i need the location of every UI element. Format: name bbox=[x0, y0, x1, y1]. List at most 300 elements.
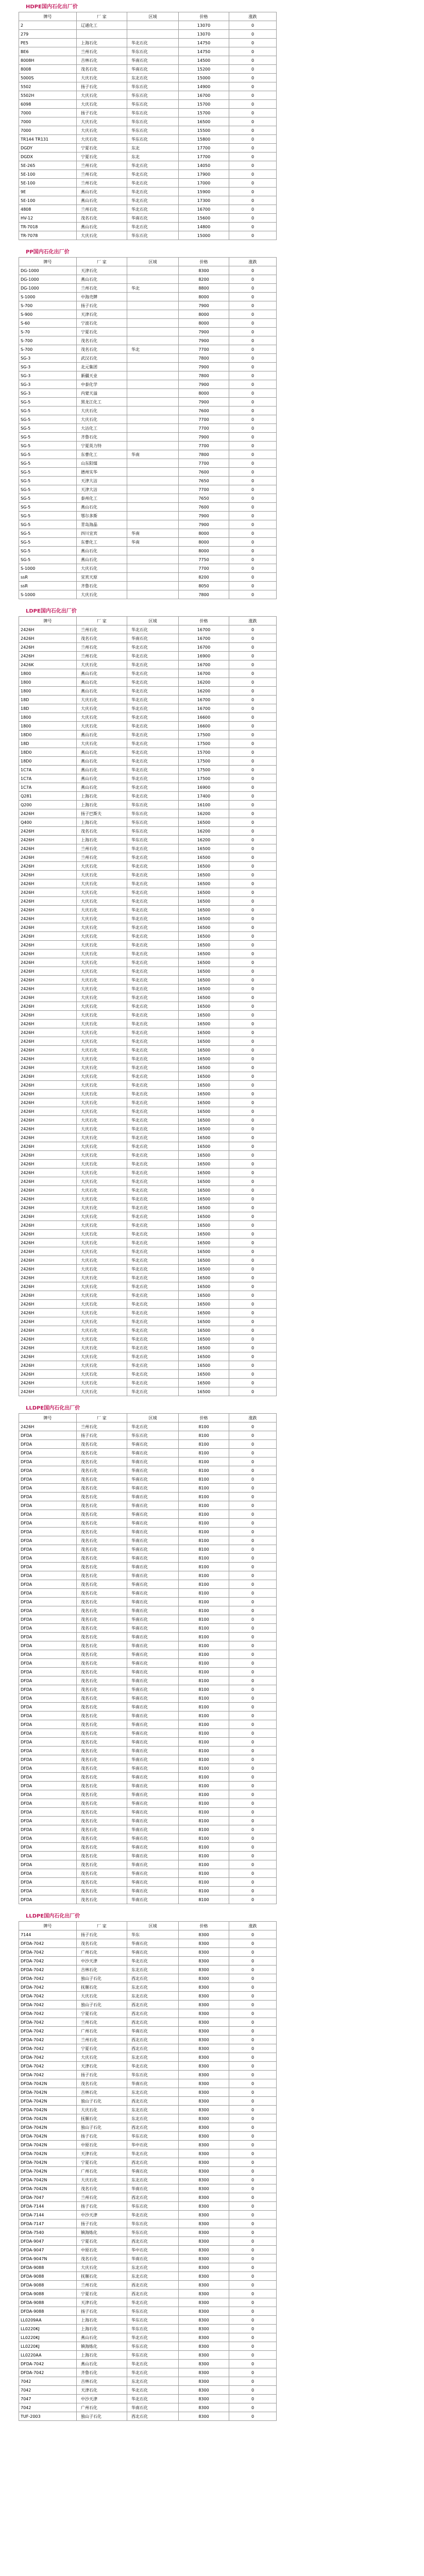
model-cell: 2426H bbox=[19, 1116, 77, 1125]
change-cell: 0 bbox=[229, 65, 277, 74]
change-cell: 0 bbox=[229, 56, 277, 65]
price-cell: 16500 bbox=[179, 914, 229, 923]
region-cell: 华东石化 bbox=[127, 2325, 179, 2333]
table-row bbox=[19, 520, 277, 529]
price-cell: 8300 bbox=[179, 266, 229, 275]
change-cell: 0 bbox=[229, 1300, 277, 1309]
price-section bbox=[19, 2, 276, 240]
manufacturer-cell: 大庆石化 bbox=[77, 985, 127, 993]
model-cell: 2426H bbox=[19, 1309, 77, 1317]
price-cell: 7700 bbox=[179, 345, 229, 354]
region-cell: 华北石化 bbox=[127, 1020, 179, 1028]
manufacturer-cell: 天津石化 bbox=[77, 2298, 127, 2307]
table-row bbox=[19, 1633, 277, 1641]
price-cell: 16500 bbox=[179, 1055, 229, 1063]
price-cell: 7700 bbox=[179, 564, 229, 573]
price-cell: 8100 bbox=[179, 1422, 229, 1431]
price-cell: 8100 bbox=[179, 1528, 229, 1536]
region-cell: 华南石化 bbox=[127, 2403, 179, 2412]
price-cell: 8100 bbox=[179, 1729, 229, 1738]
manufacturer-cell: 兰州石化 bbox=[77, 2018, 127, 2027]
table-row bbox=[19, 958, 277, 967]
region-cell: 西北石化 bbox=[127, 2290, 179, 2298]
change-cell: 0 bbox=[229, 1370, 277, 1379]
table-row bbox=[19, 1764, 277, 1773]
model-cell: DFDA-9088 bbox=[19, 2263, 77, 2272]
price-cell: 16500 bbox=[179, 862, 229, 871]
table-row bbox=[19, 485, 277, 494]
model-cell: DFDA-7042N bbox=[19, 2176, 77, 2184]
region-cell: 西北石化 bbox=[127, 2044, 179, 2053]
region-cell bbox=[127, 520, 179, 529]
table-row bbox=[19, 1843, 277, 1852]
change-cell: 0 bbox=[229, 1195, 277, 1204]
region-cell: 华北石化 bbox=[127, 669, 179, 678]
price-cell: 15500 bbox=[179, 126, 229, 135]
region-cell: 华南石化 bbox=[127, 1860, 179, 1869]
table-row bbox=[19, 1668, 277, 1676]
price-cell: 8100 bbox=[179, 1843, 229, 1852]
table-row bbox=[19, 1090, 277, 1098]
change-cell: 0 bbox=[229, 1869, 277, 1878]
price-cell: 8100 bbox=[179, 1536, 229, 1545]
region-cell: 华北石化 bbox=[127, 722, 179, 731]
table-row bbox=[19, 30, 277, 39]
change-cell: 0 bbox=[229, 2097, 277, 2106]
manufacturer-cell: 抚顺石化 bbox=[77, 2272, 127, 2281]
change-cell: 0 bbox=[229, 1755, 277, 1764]
manufacturer-cell: 茂名石化 bbox=[77, 1484, 127, 1493]
manufacturer-cell: 大庆石化 bbox=[77, 1133, 127, 1142]
model-cell: SG-3 bbox=[19, 363, 77, 371]
model-cell: SG-5 bbox=[19, 415, 77, 424]
region-cell: 华南石化 bbox=[127, 56, 179, 65]
change-cell: 0 bbox=[229, 1773, 277, 1782]
manufacturer-cell: 大庆石化 bbox=[77, 739, 127, 748]
table-row bbox=[19, 1930, 277, 1939]
price-cell: 17500 bbox=[179, 757, 229, 766]
change-cell: 0 bbox=[229, 144, 277, 152]
model-cell: 2426H bbox=[19, 1370, 77, 1379]
region-cell: 华东石化 bbox=[127, 109, 179, 117]
model-cell: DGDY bbox=[19, 144, 77, 152]
change-cell: 0 bbox=[229, 1633, 277, 1641]
manufacturer-cell: 大庆石化 bbox=[77, 888, 127, 897]
region-cell bbox=[127, 494, 179, 503]
price-table bbox=[19, 257, 277, 599]
table-row bbox=[19, 363, 277, 371]
table-row bbox=[19, 853, 277, 862]
table-row bbox=[19, 1528, 277, 1536]
table-row bbox=[19, 433, 277, 442]
model-cell: 2426H bbox=[19, 1072, 77, 1081]
change-cell: 0 bbox=[229, 678, 277, 687]
manufacturer-cell: 茂名石化 bbox=[77, 1817, 127, 1825]
manufacturer-cell: 大庆石化 bbox=[77, 415, 127, 424]
table-header-row bbox=[19, 617, 277, 625]
model-cell: 279 bbox=[19, 30, 77, 39]
region-cell bbox=[127, 21, 179, 30]
model-cell: 2426H bbox=[19, 1247, 77, 1256]
model-cell: DFDA-7042N bbox=[19, 2158, 77, 2167]
manufacturer-cell: 扬子石化 bbox=[77, 2132, 127, 2141]
change-cell: 0 bbox=[229, 774, 277, 783]
table-row bbox=[19, 625, 277, 634]
price-cell: 16500 bbox=[179, 1011, 229, 1020]
change-cell: 0 bbox=[229, 1992, 277, 2001]
manufacturer-cell: 茂名石化 bbox=[77, 1606, 127, 1615]
manufacturer-cell: 中原石化 bbox=[77, 2141, 127, 2149]
change-cell: 0 bbox=[229, 976, 277, 985]
model-cell: S-1000 bbox=[19, 564, 77, 573]
change-cell: 0 bbox=[229, 1177, 277, 1186]
model-cell: DFDA-7042 bbox=[19, 2036, 77, 2044]
model-cell: S-1000 bbox=[19, 590, 77, 599]
change-cell: 0 bbox=[229, 1449, 277, 1458]
table-row bbox=[19, 1641, 277, 1650]
model-cell: DFDA-7042 bbox=[19, 2360, 77, 2368]
change-cell: 0 bbox=[229, 161, 277, 170]
table-row bbox=[19, 844, 277, 853]
manufacturer-cell: 大庆石化 bbox=[77, 74, 127, 82]
change-cell: 0 bbox=[229, 1930, 277, 1939]
table-row bbox=[19, 590, 277, 599]
change-cell: 0 bbox=[229, 766, 277, 774]
region-header: 区域 bbox=[127, 1414, 179, 1422]
change-cell: 0 bbox=[229, 704, 277, 713]
table-row bbox=[19, 2281, 277, 2290]
manufacturer-cell: 上海石化 bbox=[77, 2351, 127, 2360]
change-cell: 0 bbox=[229, 1265, 277, 1274]
price-cell: 16500 bbox=[179, 1274, 229, 1282]
manufacturer-cell: 天津石化 bbox=[77, 310, 127, 319]
manufacturer-cell: 兰州石化 bbox=[77, 170, 127, 179]
price-cell: 7900 bbox=[179, 380, 229, 389]
model-cell: DFDA-7042N bbox=[19, 2167, 77, 2176]
region-cell: 华北石化 bbox=[127, 1072, 179, 1081]
change-cell: 0 bbox=[229, 1747, 277, 1755]
manufacturer-cell: 大庆石化 bbox=[77, 950, 127, 958]
change-cell: 0 bbox=[229, 91, 277, 100]
change-cell: 0 bbox=[229, 424, 277, 433]
manufacturer-cell: 兰州石化 bbox=[77, 1422, 127, 1431]
price-cell: 8050 bbox=[179, 582, 229, 590]
change-cell: 0 bbox=[229, 170, 277, 179]
change-cell: 0 bbox=[229, 792, 277, 801]
region-cell: 华东石化 bbox=[127, 2307, 179, 2316]
change-cell: 0 bbox=[229, 1063, 277, 1072]
change-cell: 0 bbox=[229, 748, 277, 757]
region-cell bbox=[127, 485, 179, 494]
model-cell: 2426H bbox=[19, 967, 77, 976]
table-row bbox=[19, 1344, 277, 1352]
price-cell: 7800 bbox=[179, 450, 229, 459]
change-cell: 0 bbox=[229, 985, 277, 993]
region-cell bbox=[127, 442, 179, 450]
price-cell: 16700 bbox=[179, 205, 229, 214]
change-cell: 0 bbox=[229, 1615, 277, 1624]
table-row bbox=[19, 450, 277, 459]
manufacturer-cell: 茂名石化 bbox=[77, 214, 127, 223]
table-row bbox=[19, 1571, 277, 1580]
manufacturer-cell: 兰州石化 bbox=[77, 625, 127, 634]
model-cell: DFDA-9088 bbox=[19, 2298, 77, 2307]
region-cell bbox=[127, 573, 179, 582]
model-cell: DFDA-7144 bbox=[19, 2202, 77, 2211]
manufacturer-cell: 茂名石化 bbox=[77, 1895, 127, 1904]
table-row bbox=[19, 2255, 277, 2263]
model-cell: DFDA bbox=[19, 1694, 77, 1703]
change-cell: 0 bbox=[229, 275, 277, 284]
table-row bbox=[19, 2412, 277, 2421]
manufacturer-cell: 中海壳牌 bbox=[77, 293, 127, 301]
model-cell: DFDA bbox=[19, 1834, 77, 1843]
model-cell: DFDA bbox=[19, 1703, 77, 1711]
model-cell: LL0209AA bbox=[19, 2316, 77, 2325]
model-cell: S-700 bbox=[19, 301, 77, 310]
region-cell: 华北石化 bbox=[127, 1247, 179, 1256]
region-cell: 华南石化 bbox=[127, 1895, 179, 1904]
manufacturer-cell: 茂名石化 bbox=[77, 1720, 127, 1729]
table-row bbox=[19, 1860, 277, 1869]
manufacturer-cell: 大庆石化 bbox=[77, 1098, 127, 1107]
region-cell: 华南石化 bbox=[127, 1755, 179, 1764]
change-cell: 0 bbox=[229, 152, 277, 161]
table-row bbox=[19, 389, 277, 398]
change-cell: 0 bbox=[229, 1519, 277, 1528]
region-cell: 华南石化 bbox=[127, 1633, 179, 1641]
region-cell: 东北石化 bbox=[127, 2088, 179, 2097]
region-cell: 华南石化 bbox=[127, 1773, 179, 1782]
region-cell: 华南石化 bbox=[127, 1720, 179, 1729]
price-section bbox=[19, 606, 276, 1396]
section-title: LLDPE国内石化出厂价 bbox=[26, 1405, 80, 1411]
price-cell: 16500 bbox=[179, 1020, 229, 1028]
manufacturer-cell: 大庆石化 bbox=[77, 722, 127, 731]
table-row bbox=[19, 310, 277, 319]
change-cell: 0 bbox=[229, 1326, 277, 1335]
region-cell: 华北石化 bbox=[127, 2298, 179, 2307]
region-cell bbox=[127, 389, 179, 398]
change-cell: 0 bbox=[229, 1703, 277, 1711]
model-cell: 2426H bbox=[19, 879, 77, 888]
model-cell: DFDA bbox=[19, 1659, 77, 1668]
table-row bbox=[19, 170, 277, 179]
table-row bbox=[19, 1361, 277, 1370]
model-cell: 1800 bbox=[19, 687, 77, 696]
table-row bbox=[19, 1335, 277, 1344]
table-row bbox=[19, 1825, 277, 1834]
table-row bbox=[19, 722, 277, 731]
manufacturer-cell: 茂名石化 bbox=[77, 1633, 127, 1641]
region-cell: 华南石化 bbox=[127, 1589, 179, 1598]
manufacturer-cell: 独山子石化 bbox=[77, 2123, 127, 2132]
manufacturer-header: 厂 家 bbox=[77, 1414, 127, 1422]
model-cell: DFDA bbox=[19, 1458, 77, 1466]
table-row bbox=[19, 2290, 277, 2298]
manufacturer-cell: 大庆石化 bbox=[77, 1352, 127, 1361]
model-cell: SG-5 bbox=[19, 459, 77, 468]
price-cell: 7900 bbox=[179, 336, 229, 345]
table-row bbox=[19, 2386, 277, 2395]
manufacturer-cell: 宁夏石化 bbox=[77, 2290, 127, 2298]
change-cell: 0 bbox=[229, 1230, 277, 1239]
price-cell: 15900 bbox=[179, 188, 229, 196]
change-cell: 0 bbox=[229, 871, 277, 879]
model-cell: DFDA bbox=[19, 1484, 77, 1493]
region-cell: 华北石化 bbox=[127, 941, 179, 950]
change-cell: 0 bbox=[229, 1484, 277, 1493]
manufacturer-cell: 扬子石化 bbox=[77, 2202, 127, 2211]
region-cell: 华北石化 bbox=[127, 976, 179, 985]
change-cell: 0 bbox=[229, 1431, 277, 1440]
model-cell: TR144 TR131 bbox=[19, 135, 77, 144]
manufacturer-cell: 大庆石化 bbox=[77, 1055, 127, 1063]
change-cell: 0 bbox=[229, 2342, 277, 2351]
price-cell: 8300 bbox=[179, 2281, 229, 2290]
region-cell bbox=[127, 398, 179, 406]
price-cell: 8000 bbox=[179, 310, 229, 319]
region-cell: 华东石化 bbox=[127, 2202, 179, 2211]
price-cell: 7900 bbox=[179, 520, 229, 529]
region-cell: 华北石化 bbox=[127, 687, 179, 696]
manufacturer-cell: 茂名石化 bbox=[77, 1860, 127, 1869]
manufacturer-cell: 茂名石化 bbox=[77, 2255, 127, 2263]
change-cell: 0 bbox=[229, 30, 277, 39]
table-row bbox=[19, 319, 277, 328]
price-cell: 17500 bbox=[179, 774, 229, 783]
price-cell: 8300 bbox=[179, 1992, 229, 2001]
price-cell: 7600 bbox=[179, 468, 229, 477]
model-cell: 9E bbox=[19, 188, 77, 196]
price-cell: 7800 bbox=[179, 354, 229, 363]
change-cell: 0 bbox=[229, 1186, 277, 1195]
price-cell: 8000 bbox=[179, 319, 229, 328]
region-cell: 西北石化 bbox=[127, 2158, 179, 2167]
manufacturer-cell: 茂名石化 bbox=[77, 1790, 127, 1799]
table-row bbox=[19, 932, 277, 941]
price-cell: 8300 bbox=[179, 2351, 229, 2360]
manufacturer-cell: 宁夏石化 bbox=[77, 2044, 127, 2053]
manufacturer-cell: 茂名石化 bbox=[77, 1519, 127, 1528]
change-cell: 0 bbox=[229, 573, 277, 582]
model-cell: DFDA-7042N bbox=[19, 2123, 77, 2132]
change-cell: 0 bbox=[229, 1659, 277, 1668]
change-cell: 0 bbox=[229, 1957, 277, 1965]
region-cell: 东北 bbox=[127, 144, 179, 152]
model-cell: LL0220KJ bbox=[19, 2325, 77, 2333]
price-header: 价格 bbox=[179, 1414, 229, 1422]
model-cell: Q281 bbox=[19, 792, 77, 801]
region-cell: 华北石化 bbox=[127, 2368, 179, 2377]
region-cell: 华北 bbox=[127, 345, 179, 354]
price-cell: 8100 bbox=[179, 1878, 229, 1887]
region-cell: 华南石化 bbox=[127, 1440, 179, 1449]
price-cell: 8100 bbox=[179, 1466, 229, 1475]
manufacturer-cell: 茂名石化 bbox=[77, 1659, 127, 1668]
manufacturer-cell: 燕山石化 bbox=[77, 2333, 127, 2342]
manufacturer-cell: 大庆石化 bbox=[77, 1265, 127, 1274]
model-cell: 5E-100 bbox=[19, 179, 77, 188]
change-cell: 0 bbox=[229, 1107, 277, 1116]
table-row bbox=[19, 1422, 277, 1431]
region-cell: 东北石化 bbox=[127, 2263, 179, 2272]
change-cell: 0 bbox=[229, 1510, 277, 1519]
table-row bbox=[19, 459, 277, 468]
region-cell: 华东石化 bbox=[127, 117, 179, 126]
table-row bbox=[19, 1282, 277, 1291]
change-cell: 0 bbox=[229, 1221, 277, 1230]
price-cell: 7900 bbox=[179, 398, 229, 406]
table-row bbox=[19, 196, 277, 205]
manufacturer-cell: 天津大沽 bbox=[77, 485, 127, 494]
region-cell: 华北石化 bbox=[127, 932, 179, 941]
region-cell: 华北石化 bbox=[127, 1168, 179, 1177]
model-cell: S-900 bbox=[19, 310, 77, 319]
table-row bbox=[19, 2342, 277, 2351]
price-cell: 8300 bbox=[179, 2176, 229, 2184]
region-cell: 华东石化 bbox=[127, 2316, 179, 2325]
table-row bbox=[19, 301, 277, 310]
price-cell: 8100 bbox=[179, 1782, 229, 1790]
table-row bbox=[19, 1265, 277, 1274]
table-row bbox=[19, 2307, 277, 2316]
change-cell: 0 bbox=[229, 2018, 277, 2027]
price-cell: 8300 bbox=[179, 1974, 229, 1983]
model-cell: DFDA-7042 bbox=[19, 2071, 77, 2079]
table-row bbox=[19, 1598, 277, 1606]
price-cell: 15800 bbox=[179, 135, 229, 144]
model-cell: 2426H bbox=[19, 897, 77, 906]
table-row bbox=[19, 1370, 277, 1379]
price-cell: 7900 bbox=[179, 301, 229, 310]
table-row bbox=[19, 1352, 277, 1361]
change-cell: 0 bbox=[229, 1493, 277, 1501]
region-cell: 华北石化 bbox=[127, 1379, 179, 1387]
change-cell: 0 bbox=[229, 214, 277, 223]
region-cell: 华北石化 bbox=[127, 1116, 179, 1125]
table-row bbox=[19, 1177, 277, 1186]
table-row bbox=[19, 1782, 277, 1790]
manufacturer-cell: 大庆石化 bbox=[77, 696, 127, 704]
price-cell: 8300 bbox=[179, 2211, 229, 2219]
model-cell: 2426H bbox=[19, 1090, 77, 1098]
change-cell: 0 bbox=[229, 1133, 277, 1142]
change-cell: 0 bbox=[229, 2141, 277, 2149]
table-row bbox=[19, 117, 277, 126]
region-cell bbox=[127, 354, 179, 363]
manufacturer-cell: 大庆石化 bbox=[77, 2176, 127, 2184]
manufacturer-cell: 茂名石化 bbox=[77, 1703, 127, 1711]
table-row bbox=[19, 2202, 277, 2211]
model-cell: 8008 bbox=[19, 65, 77, 74]
manufacturer-cell: 大庆石化 bbox=[77, 906, 127, 914]
region-cell: 华北石化 bbox=[127, 1195, 179, 1204]
region-cell: 东北石化 bbox=[127, 2176, 179, 2184]
model-cell: 2426H bbox=[19, 1204, 77, 1212]
manufacturer-cell: 茂名石化 bbox=[77, 1598, 127, 1606]
change-cell: 0 bbox=[229, 74, 277, 82]
table-row bbox=[19, 1808, 277, 1817]
change-cell: 0 bbox=[229, 1335, 277, 1344]
table-row bbox=[19, 2114, 277, 2123]
model-cell: 7144 bbox=[19, 1930, 77, 1939]
price-cell: 7600 bbox=[179, 503, 229, 512]
price-cell: 8300 bbox=[179, 2386, 229, 2395]
price-cell: 16500 bbox=[179, 932, 229, 941]
manufacturer-cell: 宁夏石化 bbox=[77, 2009, 127, 2018]
manufacturer-header: 厂 家 bbox=[77, 1922, 127, 1930]
